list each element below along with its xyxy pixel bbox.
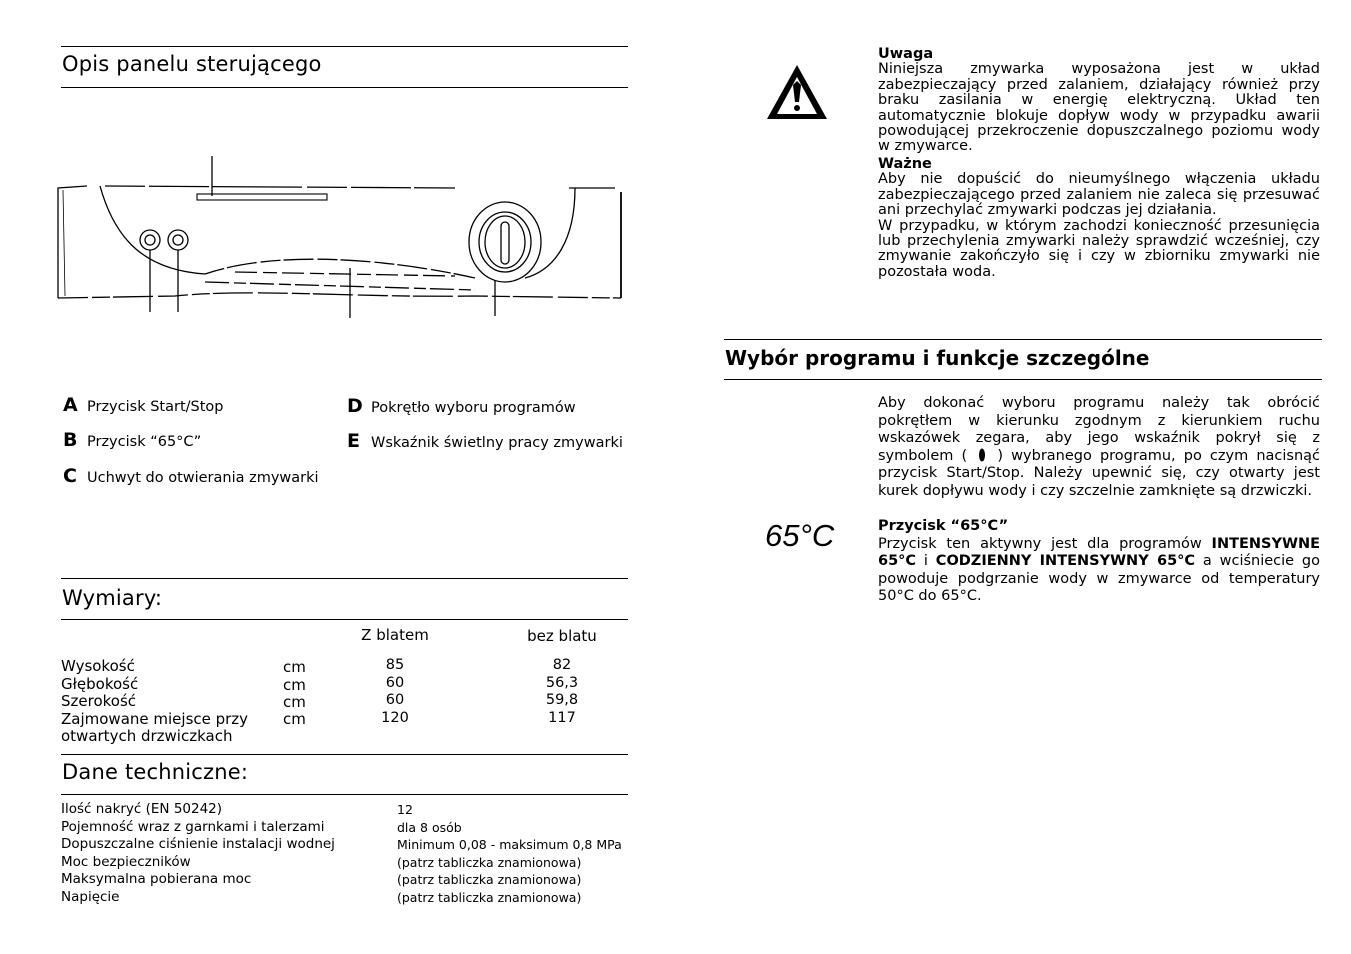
dim-label: Głębokość <box>61 675 139 693</box>
important-title: Ważne <box>878 156 932 172</box>
dim-value-with: 60 <box>385 692 405 708</box>
divider <box>61 87 628 88</box>
legend-letter: B <box>63 429 78 451</box>
tech-label: Maksymalna pobierana moc <box>61 871 252 887</box>
legend-letter: E <box>347 430 360 452</box>
legend-text: Przycisk Start/Stop <box>87 399 224 415</box>
program-indicator-icon <box>978 448 986 462</box>
temp-program: INTENSYWNE 65°C <box>878 535 1320 569</box>
control-panel-diagram <box>55 150 630 320</box>
dim-label: Szerokość <box>61 692 137 710</box>
dim-value-without: 82 <box>552 657 572 673</box>
temp-symbol: 65°C <box>765 518 835 553</box>
dim-value-with: 120 <box>381 710 409 726</box>
legend-item-c <box>63 465 319 487</box>
dim-unit: cm <box>283 710 306 728</box>
divider <box>724 379 1322 380</box>
dim-label: Zajmowane miejsce przy <box>61 710 249 728</box>
temp-text: a wciśniecie go powoduje podgrzanie wody w zmywarce od temperatury 50°C do 65°C. <box>878 553 1321 604</box>
tech-label: Ilość nakryć (EN 50242) <box>61 801 223 817</box>
temp-title: Przycisk “65°C” <box>878 518 1009 534</box>
legend-item-b <box>63 429 201 451</box>
legend-text: Pokrętło wyboru programów <box>371 400 576 416</box>
legend-text: Wskaźnik świetlny pracy zmywarki <box>371 435 623 451</box>
dim-unit: cm <box>283 693 306 711</box>
tech-value: (patrz tabliczka znamionowa) <box>397 855 582 870</box>
warning-title: Uwaga <box>878 46 934 62</box>
warning-block <box>878 47 1320 155</box>
dim-value-without: 56,3 <box>545 675 579 691</box>
divider <box>61 754 628 755</box>
divider <box>61 578 628 579</box>
dim-value-with: 60 <box>385 675 405 691</box>
program-heading: Wybór programu i funkcje szczególne <box>725 346 1150 370</box>
dimensions-heading: Wymiary: <box>62 586 163 610</box>
legend-text: Przycisk “65°C” <box>87 434 202 450</box>
dim-unit: cm <box>283 676 306 694</box>
temp-block <box>878 518 1320 606</box>
tech-value: 12 <box>397 802 413 817</box>
program-text <box>878 395 1320 500</box>
dim-value-without: 59,8 <box>545 692 579 708</box>
tech-value: (patrz tabliczka znamionowa) <box>397 872 582 887</box>
divider <box>61 794 628 795</box>
legend-letter: C <box>63 465 77 487</box>
column-header-with-top: Z blatem <box>361 626 429 644</box>
tech-value: (patrz tabliczka znamionowa) <box>397 890 582 905</box>
important-block <box>878 157 1320 280</box>
legend-letter: A <box>63 394 78 416</box>
tech-label: Pojemność wraz z garnkami i talerzami <box>61 819 325 835</box>
program-text-part: Aby dokonać wyboru programu należy tak obrócić pokrętłem w kierunku zgodnym z kierunkiem ruchu wskazówek zegara, aby jego wskaźnik pokrył się z symbolem ( <box>878 395 1320 464</box>
tech-label: Moc bezpieczników <box>61 854 191 870</box>
dim-value-without: 117 <box>548 710 576 726</box>
legend-item-d <box>347 395 576 417</box>
divider <box>61 46 628 47</box>
program-text-part: ) wybranego programu, po czym nacisnąć przycisk Start/Stop. Należy upewnić się, czy otwarty jest kurek dopływu wody i czy szczelnie zamknięte są drzwiczki. <box>878 447 1321 499</box>
tech-heading: Dane techniczne: <box>62 760 249 784</box>
important-text: Aby nie dopuścić do nieumyślnego włączenia układu zabezpieczającego przed zalaniem nie zaleca się przesuwać ani przechylać zmywarki podczas jej działania. <box>878 171 1320 219</box>
divider <box>724 339 1322 340</box>
warning-text: Niniejsza zmywarka wyposażona jest w układ zabezpieczający przed zalaniem, działający również przy braku zasilania w energię elektryczną. Układ ten automatycznie blokuje dopływ wody w przypadku awarii powodującej przekroczenie dopuszczalnego poziomu wody w zmywarce. <box>878 61 1320 155</box>
important-text: W przypadku, w którym zachodzi konieczność przesunięcia lub przechylenia zmywarki należy sprawdzić wcześniej, czy zmywanie zakończyło się i czy w zbiorniku zmywarki nie pozostała woda. <box>878 217 1320 280</box>
tech-label: Dopuszczalne ciśnienie instalacji wodnej <box>61 836 335 852</box>
dim-label: otwartych drzwiczkach <box>61 727 233 745</box>
tech-label: Napięcie <box>61 889 120 905</box>
legend-letter: D <box>347 395 363 417</box>
panel-heading: Opis panelu sterującego <box>62 52 322 76</box>
legend-item-a <box>63 394 223 416</box>
column-header-without-top: bez blatu <box>527 627 597 645</box>
dim-value-with: 85 <box>385 657 405 673</box>
divider <box>61 619 628 620</box>
warning-icon <box>764 62 830 122</box>
legend-text: Uchwyt do otwierania zmywarki <box>87 470 319 486</box>
dim-unit: cm <box>283 658 306 676</box>
tech-value: dla 8 osób <box>397 820 462 835</box>
tech-value: Minimum 0,08 - maksimum 0,8 MPa <box>397 837 622 852</box>
dim-label: Wysokość <box>61 657 135 675</box>
temp-text: i <box>923 553 928 569</box>
temp-program: CODZIENNY INTENSYWNY 65°C <box>935 553 1196 569</box>
legend-item-e <box>347 430 623 452</box>
temp-text: Przycisk ten aktywny jest dla programów <box>878 535 1202 552</box>
